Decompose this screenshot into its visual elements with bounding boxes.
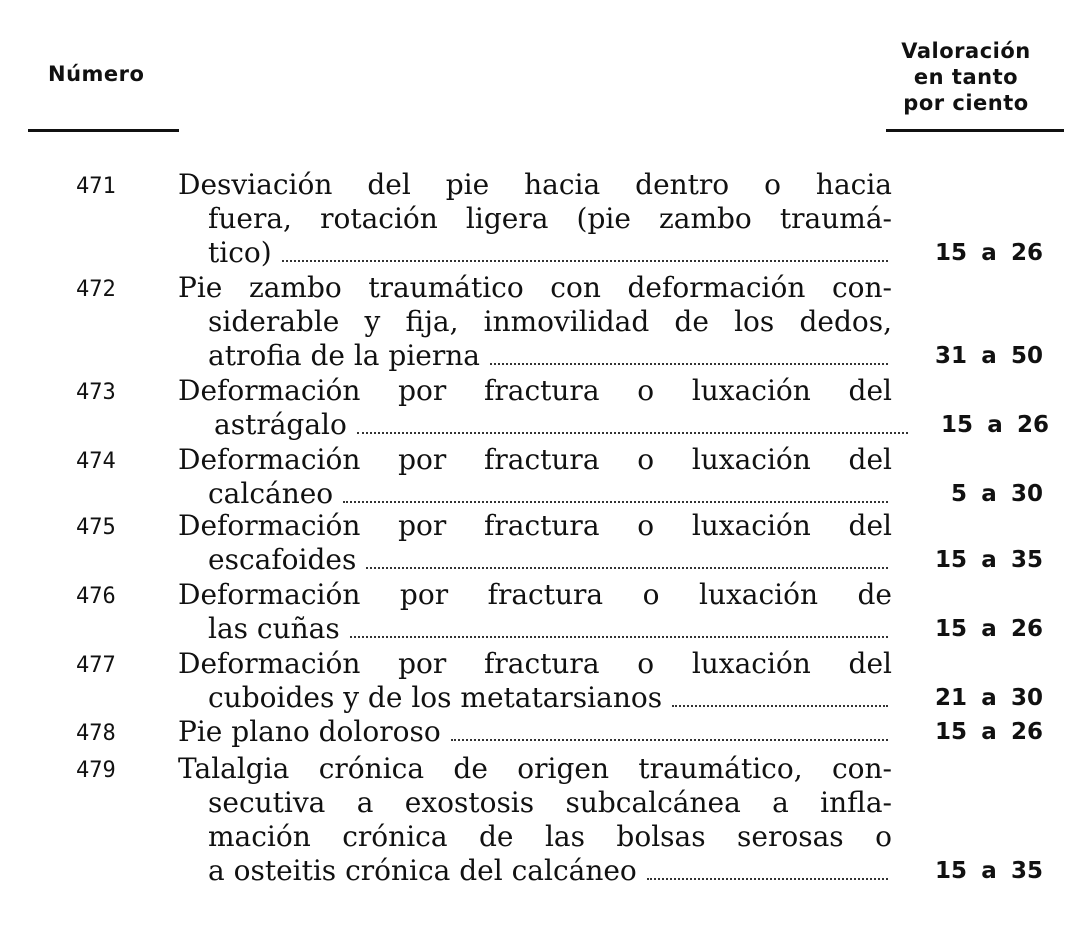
range-min: 31 [934,343,967,369]
range-a: a [981,481,997,507]
range-min: 15 [934,616,967,642]
range-max: 30 [1010,481,1043,507]
range-min: 21 [934,685,967,711]
entry-number: 477 [76,653,116,678]
entry-text-line: mación crónica de las bolsas serosas o [208,820,892,853]
range-a: a [981,240,997,266]
leader-dots [647,878,888,880]
range-a: a [981,343,997,369]
entry-number: 474 [76,449,116,474]
leader-dots [282,260,888,262]
entry-range [917,240,1043,266]
range-max: 26 [1010,616,1043,642]
valoracion-line-3: por ciento [903,91,1029,115]
range-min: 15 [940,412,973,438]
entry-last-line [208,477,892,511]
entry-number: 479 [76,758,116,783]
column-header-numero: Número [48,62,145,86]
range-a: a [981,719,997,745]
header-rule-right [886,129,1064,132]
leader-dots [357,432,908,434]
entry-last-line [208,236,892,270]
leader-dots [366,567,888,569]
entry-text-line: escafoides [208,543,357,576]
entry-text-line: astrágalo [214,408,347,441]
entry-number: 472 [76,277,116,302]
range-a: a [981,858,997,884]
entry-text-line: Deformación por fractura o luxación del [178,647,892,680]
entry-last-line [208,543,892,577]
entry-range [917,858,1043,884]
leader-dots [490,363,888,365]
range-min: 15 [934,240,967,266]
entry-text-line: calcáneo [208,477,334,510]
header-rule-left [28,129,179,132]
entry-text-line: a osteitis crónica del calcáneo [208,854,637,887]
entry-text-line: fuera, rotación ligera (pie zambo traumá- [208,202,892,235]
entry-text-line: Deformación por fractura o luxación del [178,374,892,407]
entry-text-line: Deformación por fractura o luxación del [178,443,892,476]
leader-dots [451,739,888,741]
range-a: a [981,616,997,642]
entry-range [917,481,1043,507]
entry-range [917,616,1043,642]
entry-last-line [208,339,892,373]
entry-last-line [214,408,912,442]
entry-text-line: Deformación por fractura o luxación del [178,509,892,542]
entry-range [917,719,1043,745]
entry-text-line: cuboides y de los metatarsianos [208,681,663,714]
entry-text-line: siderable y fija, inmovilidad de los dedos, [208,305,892,338]
entry-number: 473 [76,380,116,405]
entry-last-line [178,715,892,749]
entry-range [923,412,1049,438]
leader-dots [350,636,888,638]
range-min: 5 [950,481,967,507]
range-max: 30 [1010,685,1043,711]
entry-range [917,343,1043,369]
entry-last-line [208,681,892,715]
entry-last-line [208,854,892,888]
range-min: 15 [934,547,967,573]
entry-text-line: Pie zambo traumático con deformación con- [178,271,892,304]
valoracion-line-2: en tanto [913,65,1019,89]
entry-last-line [208,612,892,646]
leader-dots [672,705,888,707]
range-max: 35 [1010,547,1043,573]
range-a: a [987,412,1003,438]
column-header-valoracion [881,38,1051,116]
range-max: 26 [1016,412,1049,438]
entry-text-line: tico) [208,236,272,269]
range-max: 50 [1010,343,1043,369]
leader-dots [343,501,888,503]
entry-range [917,547,1043,573]
range-a: a [981,685,997,711]
range-max: 26 [1010,719,1043,745]
range-a: a [981,547,997,573]
entry-text-line: Pie plano doloroso [178,715,441,748]
valoracion-line-1: Valoración [901,39,1031,63]
entry-text-line: secutiva a exostosis subcalcánea a infla- [208,786,892,819]
entry-text-line: Deformación por fractura o luxación de [178,578,892,611]
entry-text-line: Talalgia crónica de origen traumático, con- [178,752,892,785]
range-min: 15 [934,858,967,884]
range-max: 35 [1010,858,1043,884]
range-min: 15 [934,719,967,745]
entry-number: 475 [76,515,116,540]
entry-text-line: las cuñas [208,612,340,645]
entry-number: 476 [76,584,116,609]
range-max: 26 [1010,240,1043,266]
entry-number: 471 [76,174,116,199]
entry-text-line: atrofia de la pierna [208,339,480,372]
entry-number: 478 [76,721,116,746]
entry-text-line: Desviación del pie hacia dentro o hacia [178,168,892,201]
entry-range [917,685,1043,711]
